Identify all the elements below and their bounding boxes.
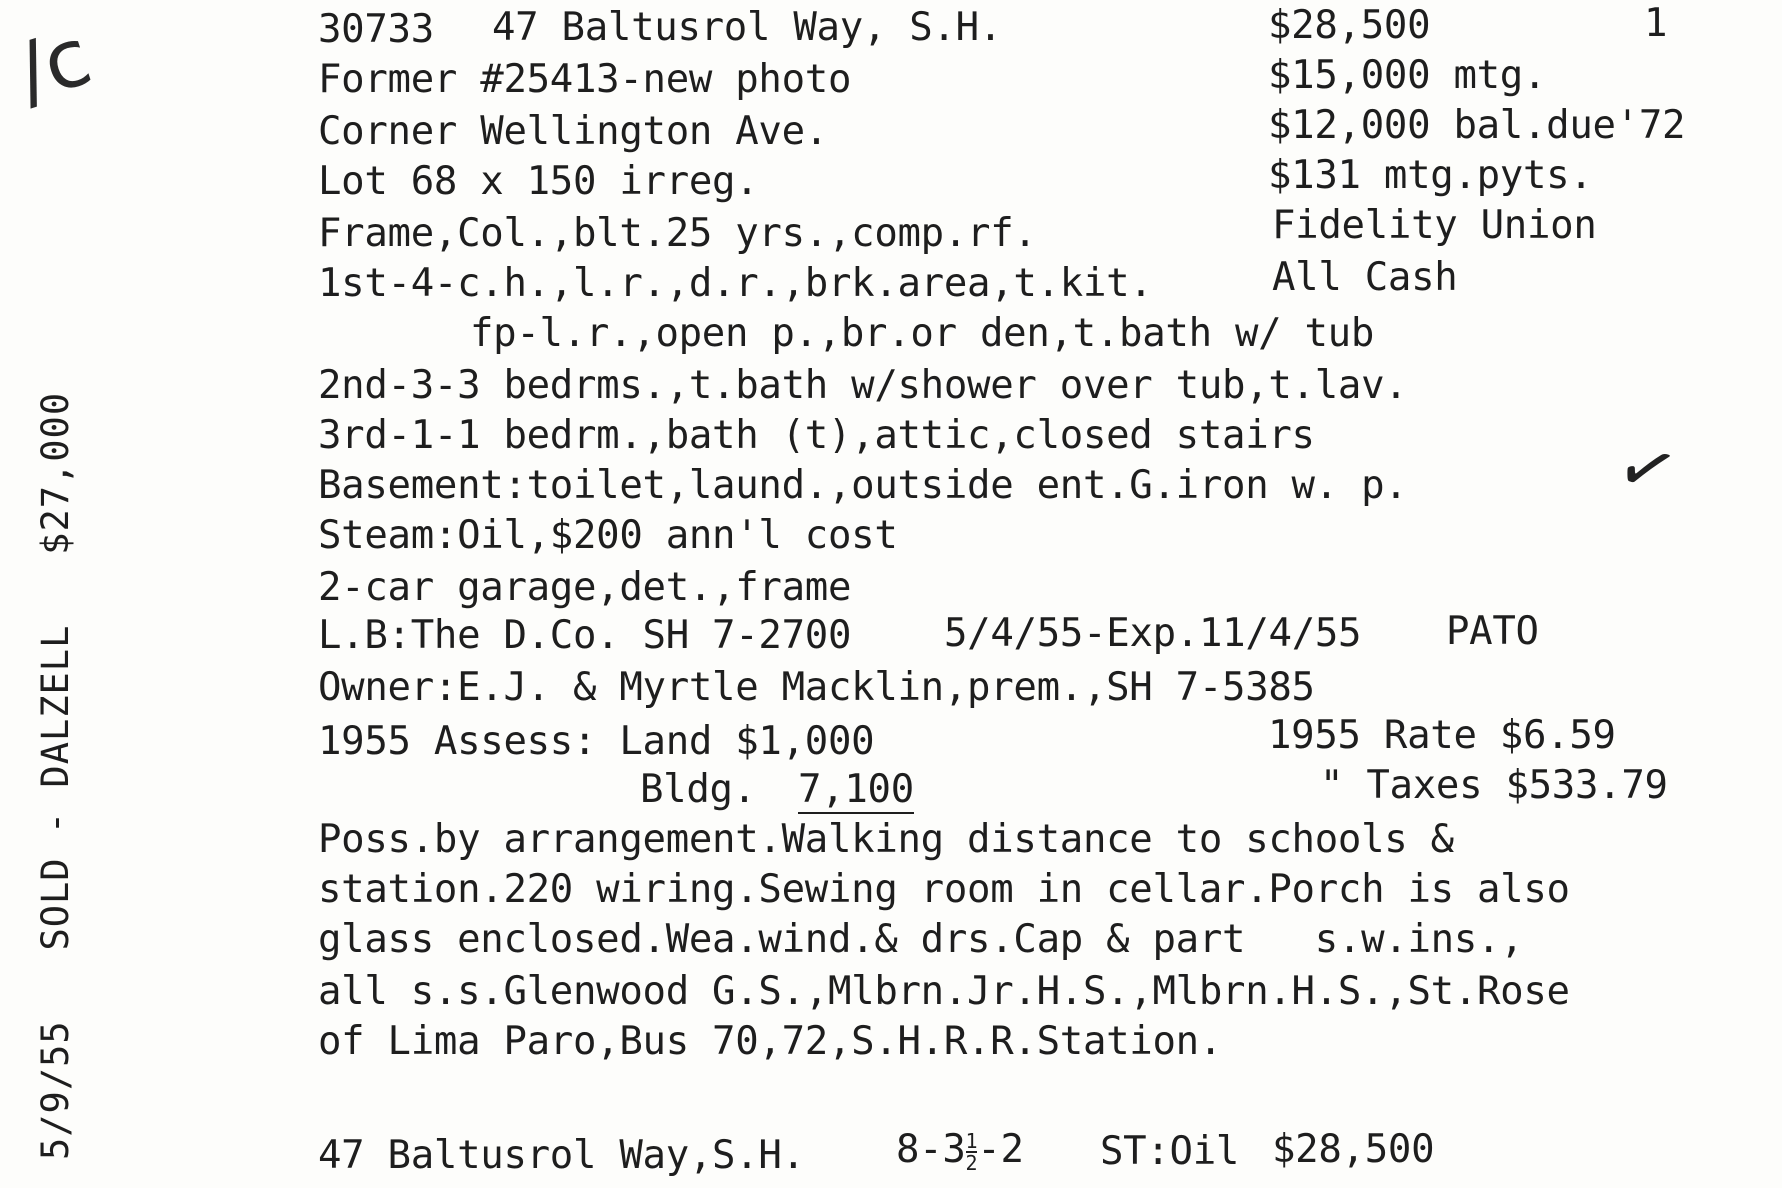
detail-line: 2-car garage,det.,frame (318, 565, 852, 610)
footer-rooms (896, 1128, 1024, 1173)
footer-heat: ST:Oil (1100, 1129, 1240, 1174)
tax-rate: 1955 Rate $6.59 (1268, 713, 1616, 758)
footer-price: $28,500 (1272, 1127, 1435, 1172)
detail-line: Former #25413-new photo (318, 57, 852, 102)
card-number: 1 (1644, 1, 1668, 46)
financing-line: $12,000 bal.due'72 (1268, 103, 1686, 148)
remarks-line: Poss.by arrangement.Walking distance to schools & (318, 817, 1454, 862)
detail-line: 2nd-3-3 bedrms.,t.bath w/shower over tub,t.lav. (318, 363, 1408, 408)
sidebar-sold-stamp: 5/9/55 SOLD - DALZELL $27,000 (34, 391, 77, 1160)
detail-line: Basement:toilet,laund.,outside ent.G.iron w. p. (318, 463, 1408, 508)
footer-address: 47 Baltusrol Way,S.H. (318, 1133, 805, 1178)
detail-line: Steam:Oil,$200 ann'l cost (318, 513, 898, 558)
listing-number: 30733 (318, 7, 434, 52)
listing-dates: 5/4/55-Exp.11/4/55 (944, 611, 1362, 656)
financing-line: Fidelity Union (1272, 203, 1597, 248)
detail-line: 1st-4-c.h.,l.r.,d.r.,brk.area,t.kit. (318, 261, 1153, 306)
listing-address: 47 Baltusrol Way, S.H. (492, 5, 1002, 50)
detail-line: Frame,Col.,blt.25 yrs.,comp.rf. (318, 211, 1037, 256)
assessment-land: 1955 Assess: Land $1,000 (318, 719, 875, 764)
tax-amount: " Taxes $533.79 (1320, 763, 1668, 808)
fraction-denominator: 2 (965, 1150, 978, 1175)
fraction-numerator: 1 (965, 1128, 978, 1153)
listing-price: $28,500 (1268, 3, 1431, 48)
detail-line: 3rd-1-1 bedrm.,bath (t),attic,closed stairs (318, 413, 1315, 458)
financing-line: $15,000 mtg. (1268, 53, 1547, 98)
footer-rooms-suffix: -2 (977, 1127, 1024, 1172)
detail-line: Lot 68 x 150 irreg. (318, 159, 759, 204)
listing-broker: L.B:The D.Co. SH 7-2700 (318, 613, 852, 658)
handwritten-mark: /c (5, 9, 102, 120)
remarks-line: all s.s.Glenwood G.S.,Mlbrn.Jr.H.S.,Mlbrn.H.S.,St.Rose (318, 969, 1570, 1014)
assessment-bldg-value: 7,100 (798, 767, 914, 812)
assessment-bldg-label: Bldg. (640, 767, 756, 812)
remarks-line: station.220 wiring.Sewing room in cellar.Porch is also (318, 867, 1570, 912)
footer-rooms-prefix: 8-3 (896, 1127, 966, 1172)
detail-line: fp-l.r.,open p.,br.or den,t.bath w/ tub (470, 311, 1375, 356)
financing-line: All Cash (1272, 255, 1458, 300)
remarks-line: of Lima Paro,Bus 70,72,S.H.R.R.Station. (318, 1019, 1223, 1064)
remarks-line: glass enclosed.Wea.wind.& drs.Cap & part s.w.ins., (318, 917, 1524, 962)
owner-line: Owner:E.J. & Myrtle Macklin,prem.,SH 7-5385 (318, 665, 1315, 710)
financing-line: $131 mtg.pyts. (1268, 153, 1593, 198)
footer-rooms-fraction (965, 1128, 978, 1175)
detail-line: Corner Wellington Ave. (318, 109, 828, 154)
listing-code: PATO (1446, 609, 1539, 654)
check-mark-icon: ✓ (1606, 420, 1688, 518)
